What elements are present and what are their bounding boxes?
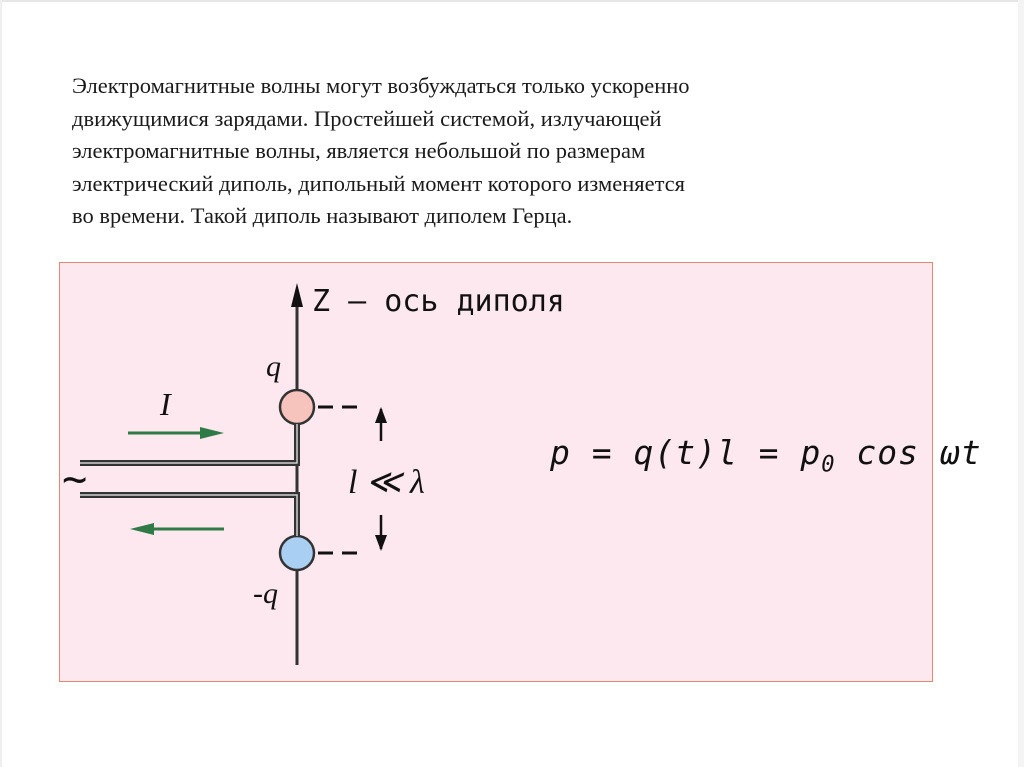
description-paragraph	[72, 70, 872, 233]
length-dimension-top-head	[375, 407, 387, 423]
upper-feed-wire-core	[80, 424, 297, 463]
negative-charge-label: -q	[253, 577, 278, 610]
length-dimension-bottom-head	[375, 535, 387, 551]
paragraph-line: электрический диполь, дипольный момент которого изменяется	[72, 170, 686, 196]
formula-cos: cos ωt	[835, 433, 982, 472]
return-current-arrow-head	[130, 523, 154, 535]
ac-source-symbol: ~	[62, 454, 88, 503]
paragraph-line: Электромагнитные волны могут возбуждаться только ускоренно	[72, 73, 690, 98]
positive-charge-label: q	[266, 350, 281, 383]
forward-current-arrow-head	[200, 427, 224, 439]
dipole-moment-formula	[550, 433, 982, 478]
upper-feed-wire	[80, 424, 297, 463]
slide-left-edge	[0, 0, 2, 767]
slide-top-edge	[0, 0, 1024, 2]
axis-label: Z – ось диполя	[312, 284, 565, 319]
paragraph-line: движущимися зарядами. Простейшей системой, излучающей	[72, 105, 662, 131]
paragraph-line: электромагнитные волны, является небольшой по размерам	[72, 138, 646, 164]
positive-charge	[280, 390, 314, 424]
slide-right-edge	[1018, 0, 1024, 767]
hertz-dipole-figure	[59, 262, 982, 682]
negative-charge	[280, 536, 314, 570]
axis-arrow-head	[291, 283, 303, 307]
length-condition-label: l ≪ λ	[348, 464, 425, 501]
formula-main: p = q(t)l = p	[550, 433, 822, 472]
paragraph-line: во времени. Такой диполь называют диполем Герца.	[72, 203, 573, 229]
formula-subscript: 0	[821, 452, 836, 478]
current-label: I	[160, 386, 171, 422]
